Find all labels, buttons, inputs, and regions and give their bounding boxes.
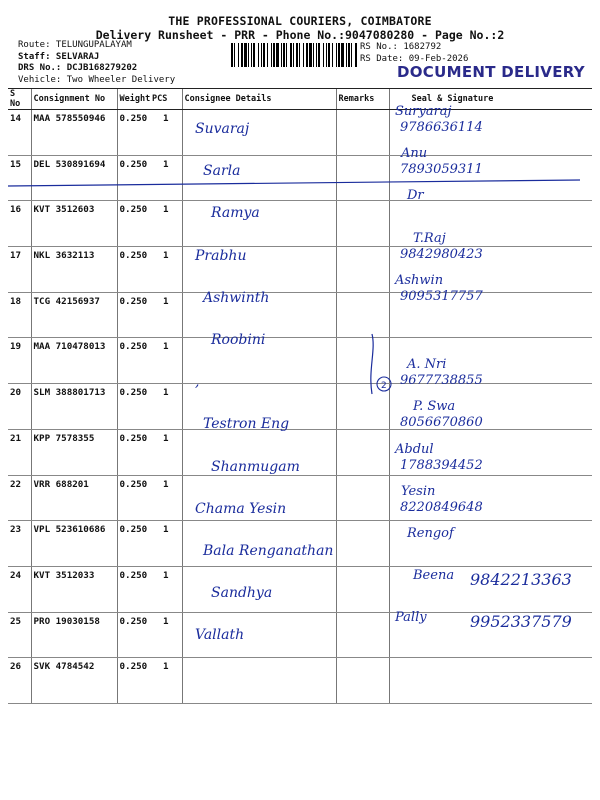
handwritten-signature: Abdul [395, 441, 434, 457]
row-weight: 0.250 [117, 475, 150, 521]
row-remarks-cell [336, 247, 389, 293]
row-weight: 0.250 [117, 612, 150, 658]
row-sno: 22 [8, 475, 31, 521]
handwritten-consignee-name: Bala Renganathan [203, 543, 334, 559]
row-consignment: SLM 388801713 [31, 384, 117, 430]
row-sno: 26 [8, 658, 31, 704]
row-pcs: 1 [150, 292, 182, 338]
row-consignment: KVT 3512603 [31, 201, 117, 247]
row-remarks-cell [336, 566, 389, 612]
row-remarks-cell [336, 201, 389, 247]
barcode-image [230, 43, 357, 67]
row-remarks-cell [336, 429, 389, 475]
row-consignment: SVK 4784542 [31, 658, 117, 704]
row-pcs: 1 [150, 338, 182, 384]
handwritten-consignee-name: Roobini [211, 332, 266, 348]
row-sno: 23 [8, 521, 31, 567]
handwritten-signature: Rengof [407, 526, 454, 541]
handwritten-phone: 8220849648 [400, 499, 483, 515]
handwritten-consignee-name: Prabhu [195, 247, 247, 264]
row-pcs: 1 [150, 201, 182, 247]
handwritten-signature: Dr [407, 188, 424, 204]
row-pcs: 1 [150, 566, 182, 612]
row-sno: 16 [8, 201, 31, 247]
row-weight: 0.250 [117, 110, 150, 156]
rs-no-label: RS No.: 1682792 [360, 42, 442, 52]
row-weight: 0.250 [117, 201, 150, 247]
handwritten-consignee-name: , [195, 374, 200, 391]
row-consignment: PRO 19030158 [31, 612, 117, 658]
runsheet-title: Delivery Runsheet - PRR - Phone No.:9047080280 - Page No.:2 [95, 28, 505, 42]
handwritten-consignee-name: Chama Yesin [195, 500, 287, 517]
row-weight: 0.250 [117, 292, 150, 338]
handwritten-signature: P. Swa [413, 399, 456, 415]
row-remarks-cell [336, 521, 389, 567]
handwritten-signature: Yesin [401, 483, 436, 499]
table-row [8, 110, 592, 156]
row-consignment: MAA 710478013 [31, 338, 117, 384]
staff-label: Staff: SELVARAJ [18, 51, 100, 62]
meta-block [18, 40, 175, 86]
drs-label: DRS No.: DCJB168279202 [18, 63, 138, 74]
handwritten-signature: Beena [413, 568, 455, 584]
svg-text:2: 2 [381, 381, 387, 391]
col-consignment: Consignment No [31, 89, 117, 110]
row-consignee-cell [182, 658, 336, 704]
handwritten-phone: 9842980423 [400, 246, 483, 262]
col-sno: S No [8, 89, 31, 110]
col-seal: Seal & Signature [389, 89, 592, 110]
handwritten-phone: 9842213363 [470, 570, 572, 590]
row-consignment: DEL 530891694 [31, 155, 117, 201]
row-weight: 0.250 [117, 338, 150, 384]
row-consignment: KPP 7578355 [31, 429, 117, 475]
row-sno: 21 [8, 429, 31, 475]
handwritten-signature: Ashwin [395, 272, 444, 288]
row-sno: 19 [8, 338, 31, 384]
document-delivery-stamp: DOCUMENT DELIVERY [397, 63, 585, 81]
handwritten-consignee-name: Ramya [211, 205, 260, 222]
row-weight: 0.250 [117, 247, 150, 293]
handwritten-consignee-name: Sandhya [211, 585, 273, 602]
row-consignment: VRR 688201 [31, 475, 117, 521]
handwritten-signature: A. Nri [407, 357, 447, 373]
row-remarks-cell [336, 612, 389, 658]
row-pcs: 1 [150, 155, 182, 201]
handwritten-signature: T.Raj [413, 230, 446, 246]
row-remarks-cell [336, 110, 389, 156]
route-label: Route: TELUNGUPALAYAM [18, 40, 132, 50]
row-weight: 0.250 [117, 429, 150, 475]
pen-strike-line [0, 178, 600, 190]
row-consignment: VPL 523610686 [31, 521, 117, 567]
table-row [8, 292, 592, 338]
col-consignee: Consignee Details [182, 89, 336, 110]
handwritten-phone: 8056670860 [400, 415, 483, 431]
row-weight: 0.250 [117, 521, 150, 567]
col-weight: Weight [117, 89, 150, 110]
handwritten-phone: 7893059311 [400, 162, 483, 178]
handwritten-consignee-name: Shanmugam [211, 458, 300, 475]
row-weight: 0.250 [117, 658, 150, 704]
handwritten-signature: Pally [395, 610, 427, 626]
handwritten-signature: Suryaraj [395, 104, 452, 119]
row-consignment: NKL 3632113 [31, 247, 117, 293]
row-sno: 15 [8, 155, 31, 201]
handwritten-consignee-name: Testron Eng [203, 416, 290, 433]
table-row [8, 338, 592, 384]
row-weight: 0.250 [117, 384, 150, 430]
row-pcs: 1 [150, 475, 182, 521]
col-pcs: PCS [150, 89, 182, 110]
row-pcs: 1 [150, 521, 182, 567]
handwritten-consignee-name: Suvaraj [195, 121, 250, 137]
handwritten-phone: 9677738855 [400, 373, 483, 389]
handwritten-phone: 9095317757 [400, 288, 483, 304]
table-row [8, 384, 592, 430]
table-header-row [8, 89, 592, 110]
row-sno: 18 [8, 292, 31, 338]
row-pcs: 1 [150, 658, 182, 704]
table-row [8, 429, 592, 475]
company-title: THE PROFESSIONAL COURIERS, COIMBATORE [168, 14, 432, 28]
table-row [8, 247, 592, 293]
table-row [8, 475, 592, 521]
row-pcs: 1 [150, 247, 182, 293]
row-seal-cell [389, 658, 592, 704]
handwritten-signature: Anu [401, 146, 428, 162]
handwritten-phone: 1788394452 [400, 457, 483, 473]
bracket-mark [362, 330, 402, 400]
vehicle-label: Vehicle: Two Wheeler Delivery [18, 74, 176, 85]
row-weight: 0.250 [117, 155, 150, 201]
row-weight: 0.250 [117, 566, 150, 612]
col-remarks: Remarks [336, 89, 389, 110]
rs-block [360, 42, 468, 65]
row-remarks-cell [336, 475, 389, 521]
row-sno: 20 [8, 384, 31, 430]
row-pcs: 1 [150, 612, 182, 658]
row-sno: 14 [8, 110, 31, 156]
row-consignment: KVT 3512033 [31, 566, 117, 612]
row-pcs: 1 [150, 429, 182, 475]
row-remarks-cell [336, 658, 389, 704]
handwritten-consignee-name: Ashwinth [203, 289, 270, 306]
rs-date-label: RS Date: 09-Feb-2026 [360, 53, 469, 64]
row-sno: 24 [8, 566, 31, 612]
handwritten-phone: 9952337579 [470, 612, 572, 632]
row-consignment: MAA 578550946 [31, 110, 117, 156]
table-row [8, 658, 592, 704]
handwritten-phone: 9786636114 [400, 120, 483, 135]
row-sno: 17 [8, 247, 31, 293]
row-consignment: TCG 42156937 [31, 292, 117, 338]
row-pcs: 1 [150, 384, 182, 430]
table-row [8, 201, 592, 247]
handwritten-consignee-name: Sarla [203, 163, 241, 180]
row-pcs: 1 [150, 110, 182, 156]
row-sno: 25 [8, 612, 31, 658]
handwritten-consignee-name: Vallath [195, 627, 245, 644]
